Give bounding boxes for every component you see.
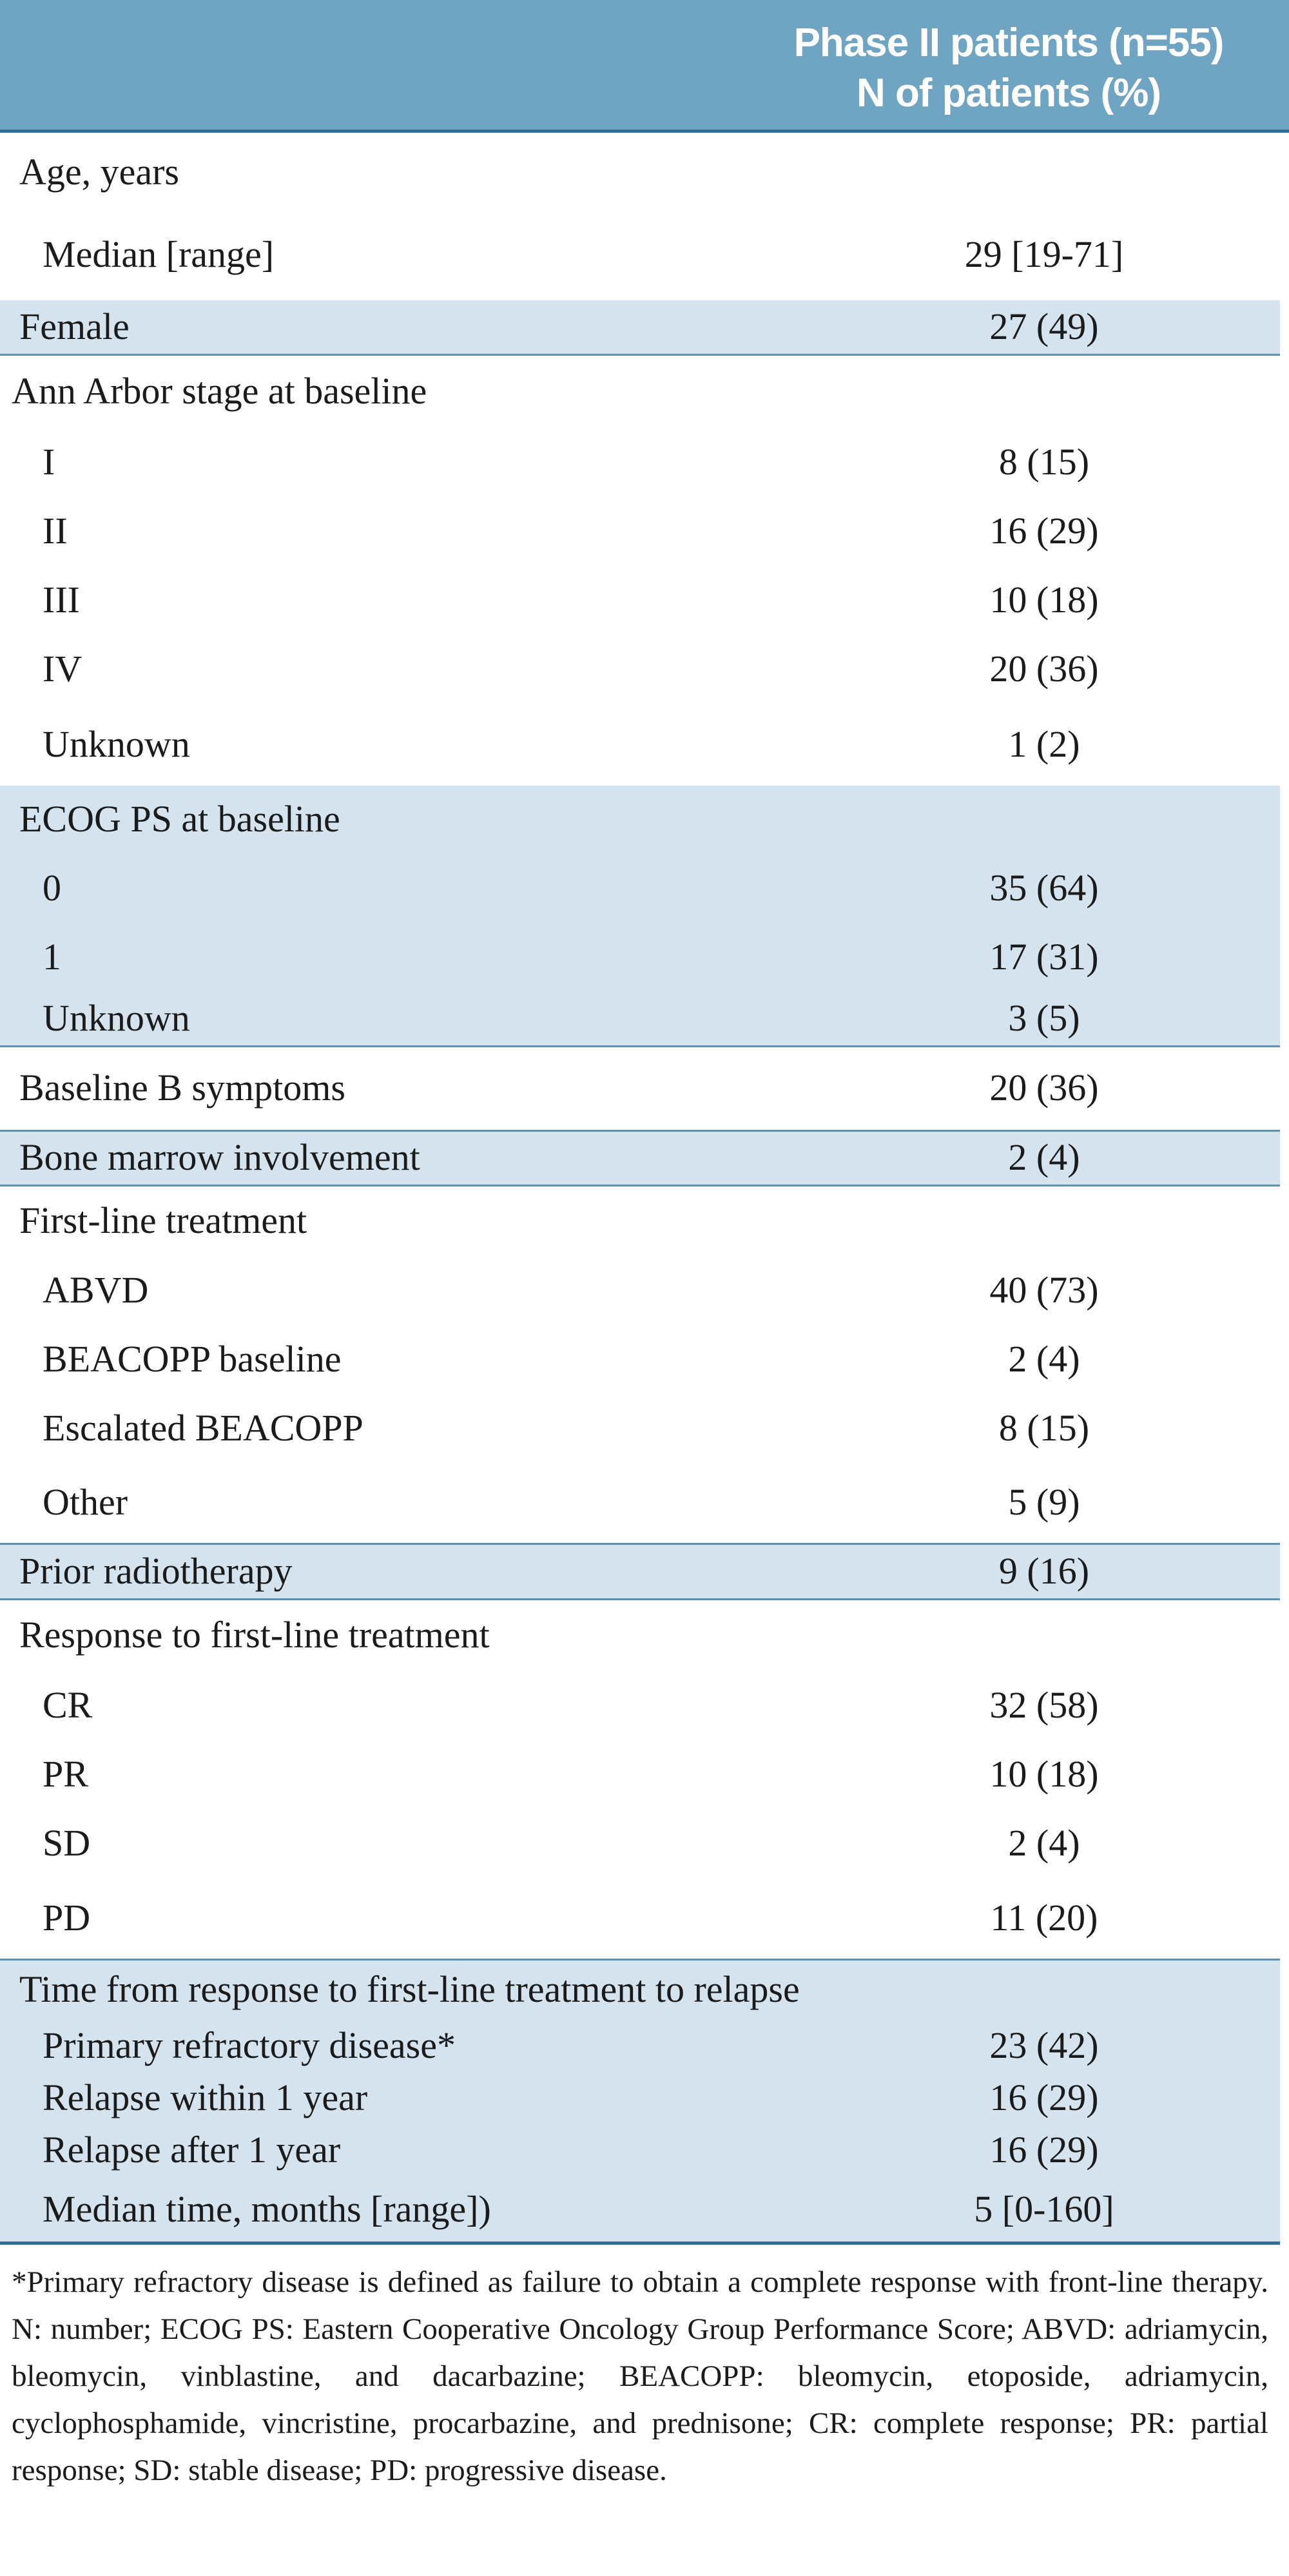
row-label: Unknown: [43, 996, 190, 1039]
row-value: 40 (73): [989, 1268, 1099, 1311]
row-value: 10 (18): [989, 578, 1099, 621]
row-value: 10 (18): [989, 1752, 1099, 1795]
row-label: I: [43, 440, 55, 483]
row-value: 35 (64): [989, 866, 1099, 909]
column-header-line2: N of patients (%): [856, 71, 1161, 115]
row-value: 17 (31): [989, 935, 1099, 978]
table-row-other: [0, 1463, 1280, 1543]
row-label: Female: [19, 305, 130, 347]
table-row-ecog: [0, 786, 1280, 854]
row-label: PR: [43, 1752, 88, 1795]
row-label: Escalated BEACOPP: [43, 1406, 363, 1449]
row-value: 8 (15): [998, 440, 1090, 483]
row-label: SD: [43, 1821, 91, 1864]
row-label: First-line treatment: [19, 1199, 307, 1242]
row-value: 27 (49): [989, 305, 1099, 347]
table-row-beacopp-baseline: [0, 1325, 1280, 1394]
table-row-relapse-after: [0, 2124, 1280, 2176]
row-label: ABVD: [43, 1268, 149, 1311]
table-row-pd: [0, 1878, 1280, 1959]
table-footnote: *Primary refractory disease is defined as failure to obtain a complete response with front-line therapy. N: number; ECOG PS: Eastern Cooperative Oncology Group Performance Score; ABVD: adriamycin, bleomycin, vinblastine, and dacarbazine; BEACOPP: bleomycin, etoposide, adriamycin, cyclophosphamide, vincristine, procarbazine, and prednisone; CR: complete response; PR: partial response; SD: stable disease; PD: progressive disease.: [12, 2265, 1268, 2487]
row-value: 2 (4): [1008, 1136, 1080, 1179]
row-value: 8 (15): [998, 1406, 1090, 1449]
row-label: Response to first-line treatment: [19, 1614, 490, 1656]
row-label: CR: [43, 1683, 93, 1726]
table-row-prior-radiotherapy: [0, 1543, 1280, 1600]
row-label: Bone marrow involvement: [19, 1136, 420, 1179]
table-row-sd: [0, 1809, 1280, 1878]
row-value: 9 (16): [998, 1549, 1090, 1592]
table-row-pr: [0, 1740, 1280, 1809]
row-value: 2 (4): [1008, 1337, 1080, 1380]
table-row-ecog-unknown: [0, 992, 1280, 1047]
table-row-cr: [0, 1671, 1280, 1740]
row-value: 29 [19-71]: [964, 233, 1124, 275]
table-row-time-to-relapse: [0, 1959, 1280, 2020]
row-value: 20 (36): [989, 1067, 1099, 1109]
row-label: Time from response to first-line treatment to relapse: [19, 1968, 800, 2011]
row-label: III: [43, 578, 80, 621]
table-row-primary-refractory: [0, 2020, 1280, 2072]
row-label: Ann Arbor stage at baseline: [12, 370, 427, 412]
table-row-response: [0, 1600, 1280, 1671]
row-label: Relapse after 1 year: [43, 2128, 341, 2171]
table-row-stage-iv: [0, 635, 1280, 704]
table-header: [0, 0, 1289, 133]
row-label: PD: [43, 1896, 91, 1939]
table-row-stage-unknown: [0, 704, 1280, 786]
row-value: 5 (9): [1008, 1481, 1080, 1524]
row-value: 23 (42): [989, 2024, 1099, 2066]
column-header: [741, 18, 1276, 119]
table-bottom-rule: [0, 2242, 1280, 2245]
table-row-first-line: [0, 1186, 1280, 1256]
table-row-ann-arbor: [0, 356, 1280, 428]
table-row-stage-iii: [0, 566, 1280, 635]
row-label: Other: [43, 1481, 128, 1524]
row-value: 16 (29): [989, 2076, 1099, 2118]
row-label: 1: [43, 935, 61, 978]
table-row-abvd: [0, 1256, 1280, 1325]
table-row-b-symptoms: [0, 1047, 1280, 1130]
table-row-ecog-1: [0, 923, 1280, 992]
row-value: 5 [0-160]: [974, 2188, 1114, 2231]
row-value: 20 (36): [989, 647, 1099, 690]
row-value: 16 (29): [989, 509, 1099, 552]
row-label: Age, years: [19, 151, 180, 193]
row-label: Baseline B symptoms: [19, 1067, 345, 1109]
table-row-bone-marrow: [0, 1130, 1280, 1186]
row-value: 3 (5): [1008, 996, 1080, 1039]
row-value: 32 (58): [989, 1683, 1099, 1726]
table-row-female: [0, 300, 1280, 356]
row-label: II: [43, 509, 68, 552]
table-row-median-time: [0, 2178, 1280, 2242]
row-label: ECOG PS at baseline: [19, 798, 340, 840]
table-row-age: [0, 136, 1280, 209]
row-value: 16 (29): [989, 2128, 1099, 2171]
row-label: BEACOPP baseline: [43, 1337, 342, 1380]
row-label: 0: [43, 866, 61, 909]
row-label: IV: [43, 647, 82, 690]
row-label: Unknown: [43, 722, 190, 765]
row-label: Relapse within 1 year: [43, 2076, 368, 2118]
table-row-median-age: [0, 209, 1280, 300]
row-label: Median [range]: [43, 233, 275, 275]
table-row-escalated-beacopp: [0, 1394, 1280, 1463]
table-row-stage-i: [0, 428, 1280, 497]
row-label: Primary refractory disease*: [43, 2024, 456, 2066]
table-row-stage-ii: [0, 497, 1280, 566]
row-value: 1 (2): [1008, 722, 1080, 765]
row-label: Median time, months [range]): [43, 2188, 491, 2231]
row-label: Prior radiotherapy: [19, 1549, 293, 1592]
table-row-ecog-0: [0, 854, 1280, 923]
row-value: 11 (20): [990, 1896, 1098, 1939]
table-row-relapse-within: [0, 2072, 1280, 2124]
row-value: 2 (4): [1008, 1821, 1080, 1864]
column-header-line1: Phase II patients (n=55): [793, 21, 1224, 65]
